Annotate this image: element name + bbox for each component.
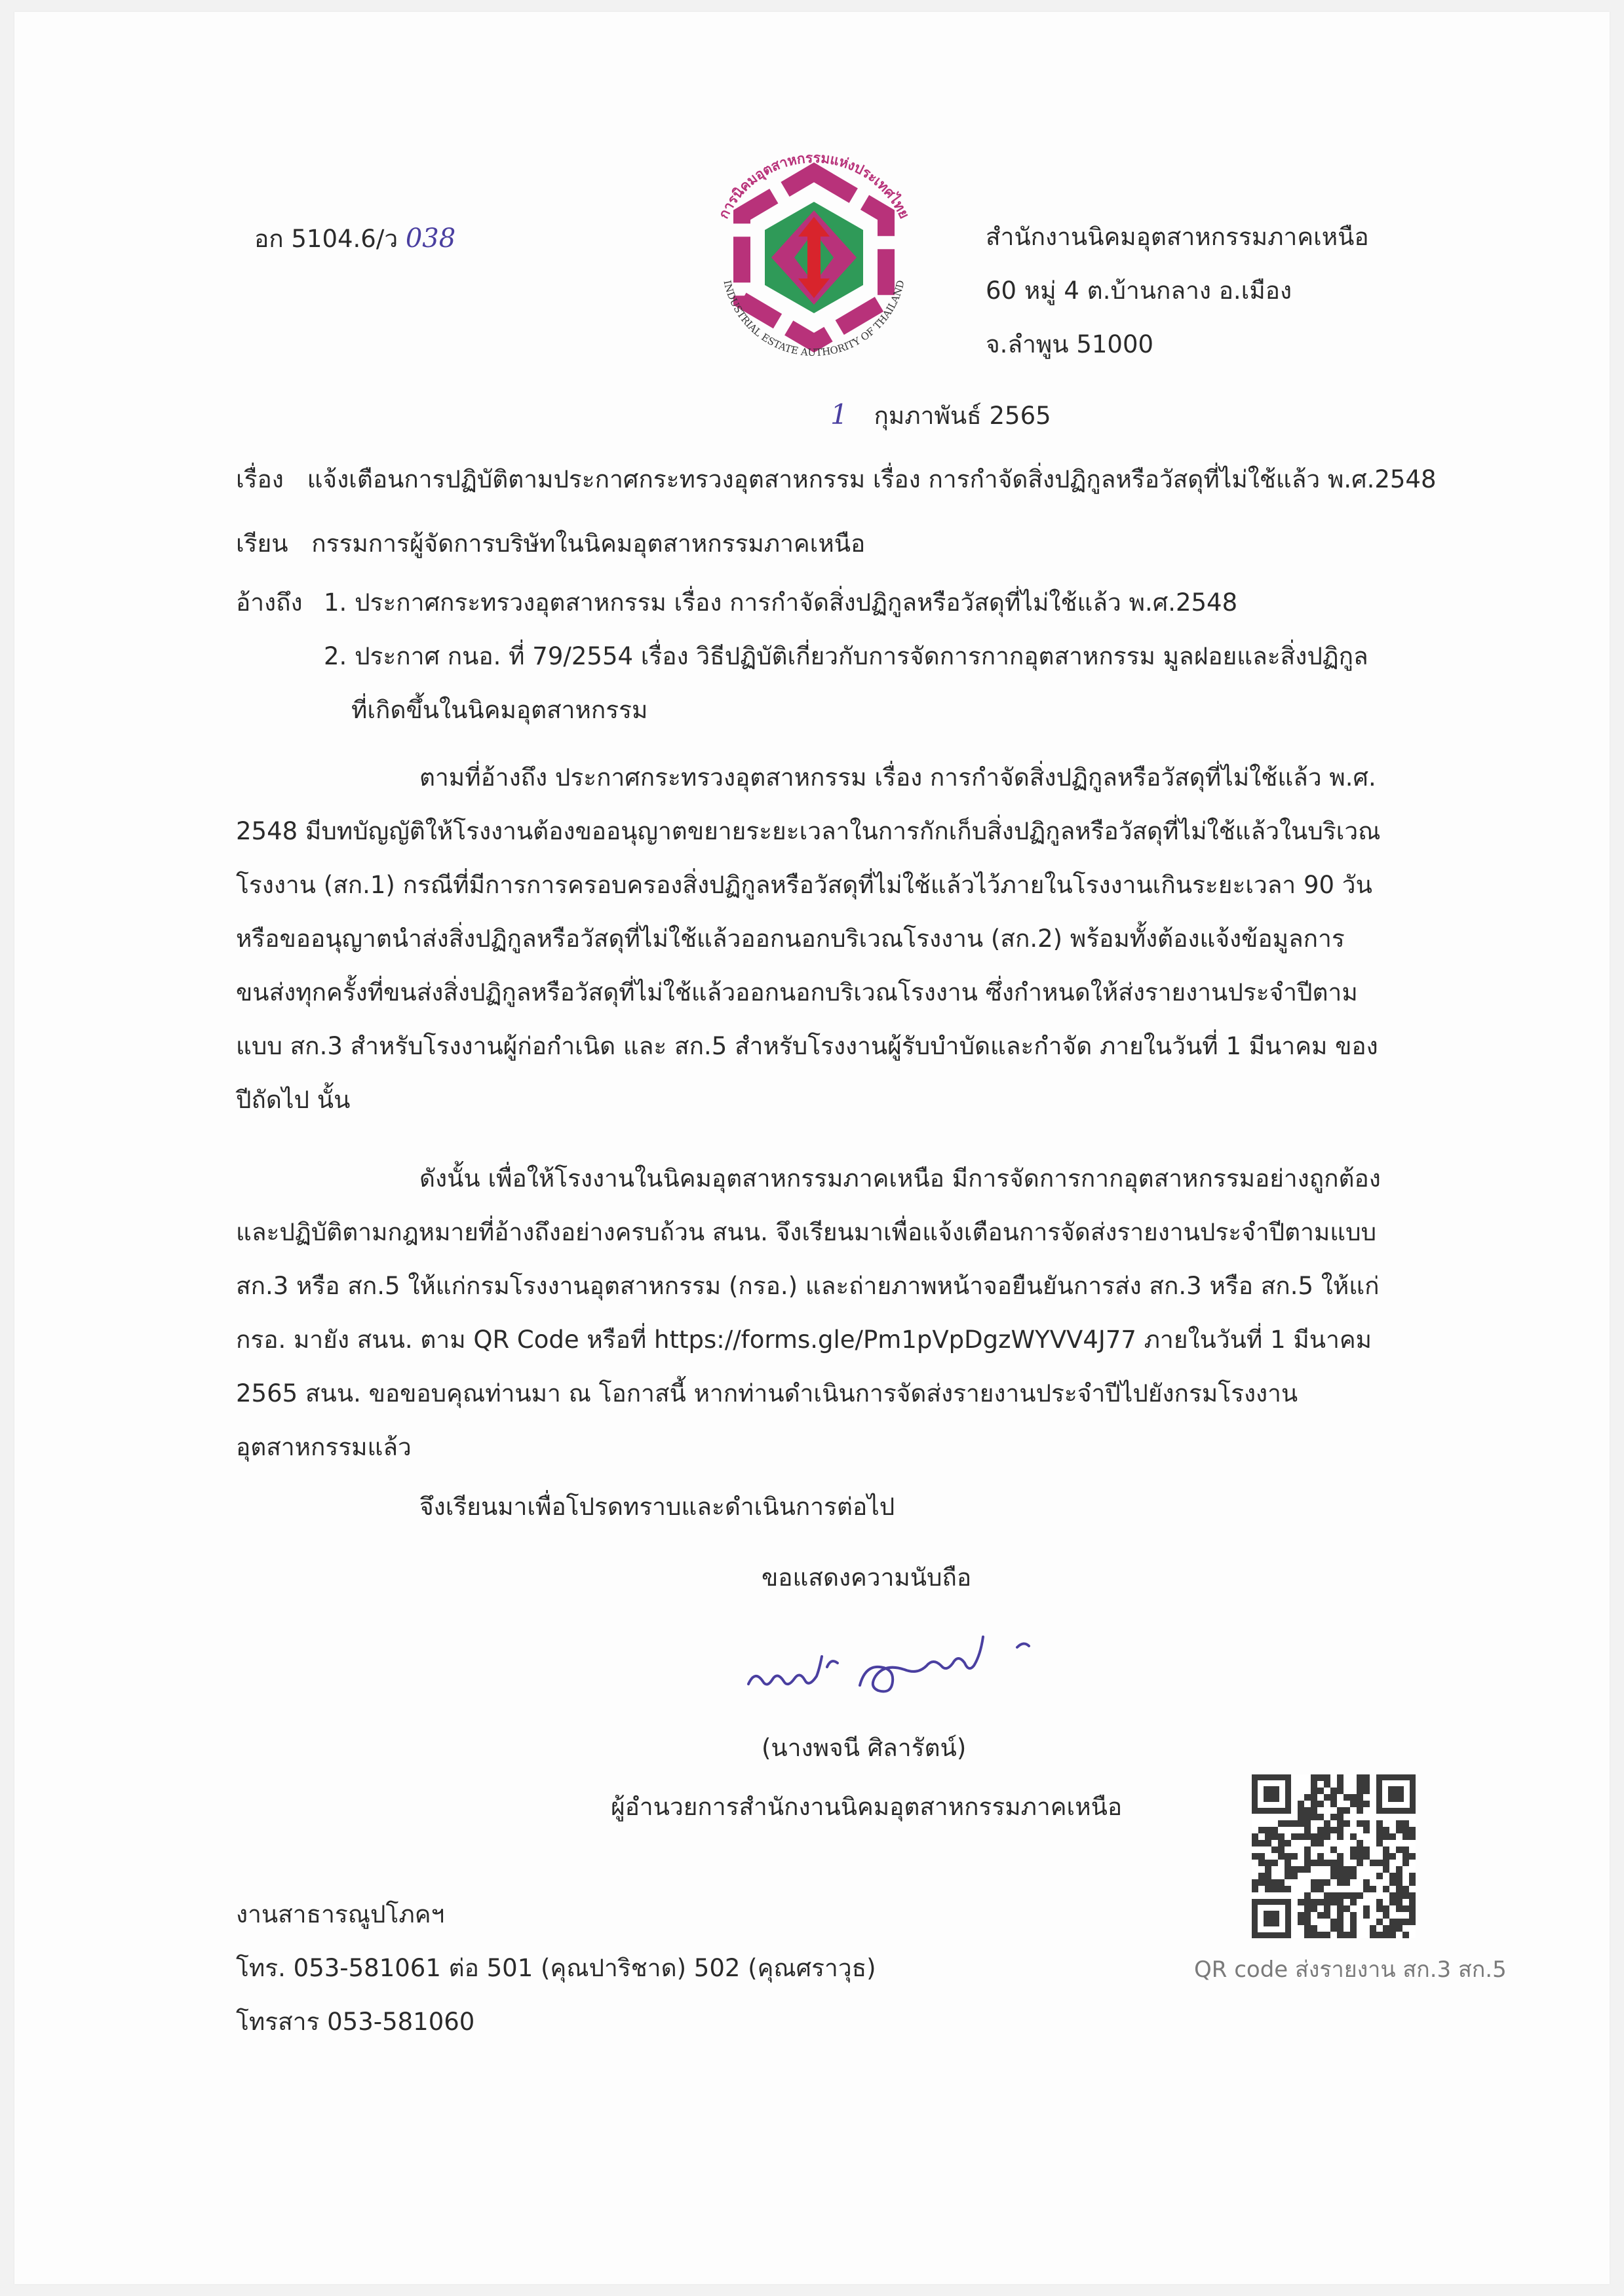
contact-phone: โทร. 053-581061 ต่อ 501 (คุณปาริชาด) 502 (คุณศราวุธ): [236, 1954, 876, 1982]
reference-item-1: 1. ประกาศกระทรวงอุตสาหกรรม เรื่อง การกำจัดสิ่งปฏิกูลหรือวัสดุที่ไม่ใช้แล้ว พ.ศ.2548: [324, 588, 1238, 617]
recipient-line: [236, 529, 865, 558]
paragraph-line: ปีถัดไป นั้น: [236, 1086, 351, 1114]
recipient-text: กรรมการผู้จัดการบริษัทในนิคมอุตสาหกรรมภาคเหนือ: [311, 529, 866, 558]
office-address-line1: 60 หมู่ 4 ต.บ้านกลาง อ.เมือง: [986, 277, 1292, 305]
reference-handwritten-number: 038: [405, 223, 456, 254]
subject-text: แจ้งเตือนการปฏิบัติตามประกาศกระทรวงอุตสาหกรรม เรื่อง การกำจัดสิ่งปฏิกูลหรือวัสดุที่ไม่ใช้แล้ว พ.ศ.2548: [307, 465, 1437, 493]
contact-fax: โทรสาร 053-581060: [236, 2008, 475, 2036]
subject-line: [236, 465, 1437, 494]
office-name: สำนักงานนิคมอุตสาหกรรมภาคเหนือ: [986, 223, 1369, 251]
paragraph-line: แบบ สก.3 สำหรับโรงงานผู้ก่อกำเนิด และ สก.5 สำหรับโรงงานผู้รับบำบัดและกำจัด ภายในวันที่ 1 มีนาคม ของ: [236, 1032, 1378, 1060]
date-month-year: กุมภาพันธ์ 2565: [874, 402, 1051, 430]
date-day: 1: [830, 398, 848, 430]
reference-label: อ้างถึง: [236, 588, 303, 617]
closing-regards: ขอแสดงความนับถือ: [762, 1563, 972, 1592]
reference-number: [254, 223, 455, 254]
letter-date: [830, 398, 1051, 431]
logo-english-text: INDUSTRIAL ESTATE AUTHORITY OF THAILAND: [721, 278, 907, 359]
body-paragraph-1: [236, 751, 1455, 1127]
paragraph-line: กรอ. มายัง สนน. ตาม QR Code หรือที่ https://forms.gle/Pm1pVpDgzWYVV4J77 ภายในวันที่ 1 มีนาคม: [236, 1326, 1372, 1354]
paragraph-line: อุตสาหกรรมแล้ว: [236, 1433, 412, 1461]
qr-caption: QR code ส่งรายงาน สก.3 สก.5: [1194, 1957, 1507, 1983]
paragraph-line: โรงงาน (สก.1) กรณีที่มีการการครอบครองสิ่งปฏิกูลหรือวัสดุที่ไม่ใช้แล้วไว้ภายในโรงงานเกินระยะเวลา 90 วัน: [236, 871, 1372, 899]
paragraph-line: ตามที่อ้างถึง ประกาศกระทรวงอุตสาหกรรม เรื่อง การกำจัดสิ่งปฏิกูลหรือวัสดุที่ไม่ใช้แล้ว พ.ศ.: [419, 763, 1376, 792]
qr-code[interactable]: [1252, 1774, 1416, 1938]
logo-thai-text: การนิคมอุตสาหกรรมแห่งประเทศไทย: [715, 149, 913, 221]
office-address-line2: จ.ลำพูน 51000: [986, 330, 1154, 358]
iea-logo: [689, 133, 938, 382]
paragraph-line: หรือขออนุญาตนำส่งสิ่งปฏิกูลหรือวัสดุที่ไม่ใช้แล้วออกนอกบริเวณโรงงาน (สก.2) พร้อมทั้งต้องแจ้งข้อมูลการ: [236, 925, 1345, 953]
subject-label: เรื่อง: [236, 465, 284, 493]
body-paragraph-3: จึงเรียนมาเพื่อโปรดทราบและดำเนินการต่อไป: [419, 1493, 895, 1521]
reference-item-2-line1: 2. ประกาศ กนอ. ที่ 79/2554 เรื่อง วิธีปฏิบัติเกี่ยวกับการจัดการกากอุตสาหกรรม มูลฝอยและสิ่งปฏิกูล: [324, 642, 1368, 670]
signature-icon: [742, 1625, 1083, 1717]
recipient-label: เรียน: [236, 529, 288, 558]
paragraph-line: 2565 สนน. ขอขอบคุณท่านมา ณ โอกาสนี้ หากท่านดำเนินการจัดส่งรายงานประจำปีไปยังกรมโรงงาน: [236, 1379, 1298, 1407]
body-paragraph-2: [236, 1152, 1455, 1474]
signatory-position: ผู้อำนวยการสำนักงานนิคมอุตสาหกรรมภาคเหนือ: [611, 1793, 1123, 1821]
paragraph-line: และปฏิบัติตามกฎหมายที่อ้างถึงอย่างครบถ้วน สนน. จึงเรียนมาเพื่อแจ้งเตือนการจัดส่งรายงานประจำปีตามแบบ: [236, 1218, 1377, 1246]
reference-prefix: อก 5104.6/ว: [254, 225, 398, 253]
iea-logo-icon: [689, 133, 938, 382]
reference-item-2-line2: ที่เกิดขึ้นในนิคมอุตสาหกรรม: [351, 696, 648, 724]
paragraph-line: ขนส่งทุกครั้งที่ขนส่งสิ่งปฏิกูลหรือวัสดุที่ไม่ใช้แล้วออกนอกบริเวณโรงงาน ซึ่งกำหนดให้ส่งรายงานประจำปีตาม: [236, 978, 1358, 1006]
signature-image: [742, 1625, 1083, 1717]
document-page: [14, 12, 1610, 2284]
signatory-name: (นางพจนี ศิลารัตน์): [762, 1734, 967, 1762]
qr-code-icon: [1252, 1774, 1416, 1938]
paragraph-line: 2548 มีบทบัญญัติให้โรงงานต้องขออนุญาตขยายระยะเวลาในการกักเก็บสิ่งปฏิกูลหรือวัสดุที่ไม่ใช้แล้วในบริเวณ: [236, 817, 1381, 845]
contact-department: งานสาธารณูปโภคฯ: [236, 1900, 445, 1928]
paragraph-line: ดังนั้น เพื่อให้โรงงานในนิคมอุตสาหกรรมภาคเหนือ มีการจัดการกากอุตสาหกรรมอย่างถูกต้อง: [419, 1164, 1381, 1193]
paragraph-line: สก.3 หรือ สก.5 ให้แก่กรมโรงงานอุตสาหกรรม (กรอ.) และถ่ายภาพหน้าจอยืนยันการส่ง สก.3 หรือ สก.5 ให้แก่: [236, 1272, 1380, 1300]
